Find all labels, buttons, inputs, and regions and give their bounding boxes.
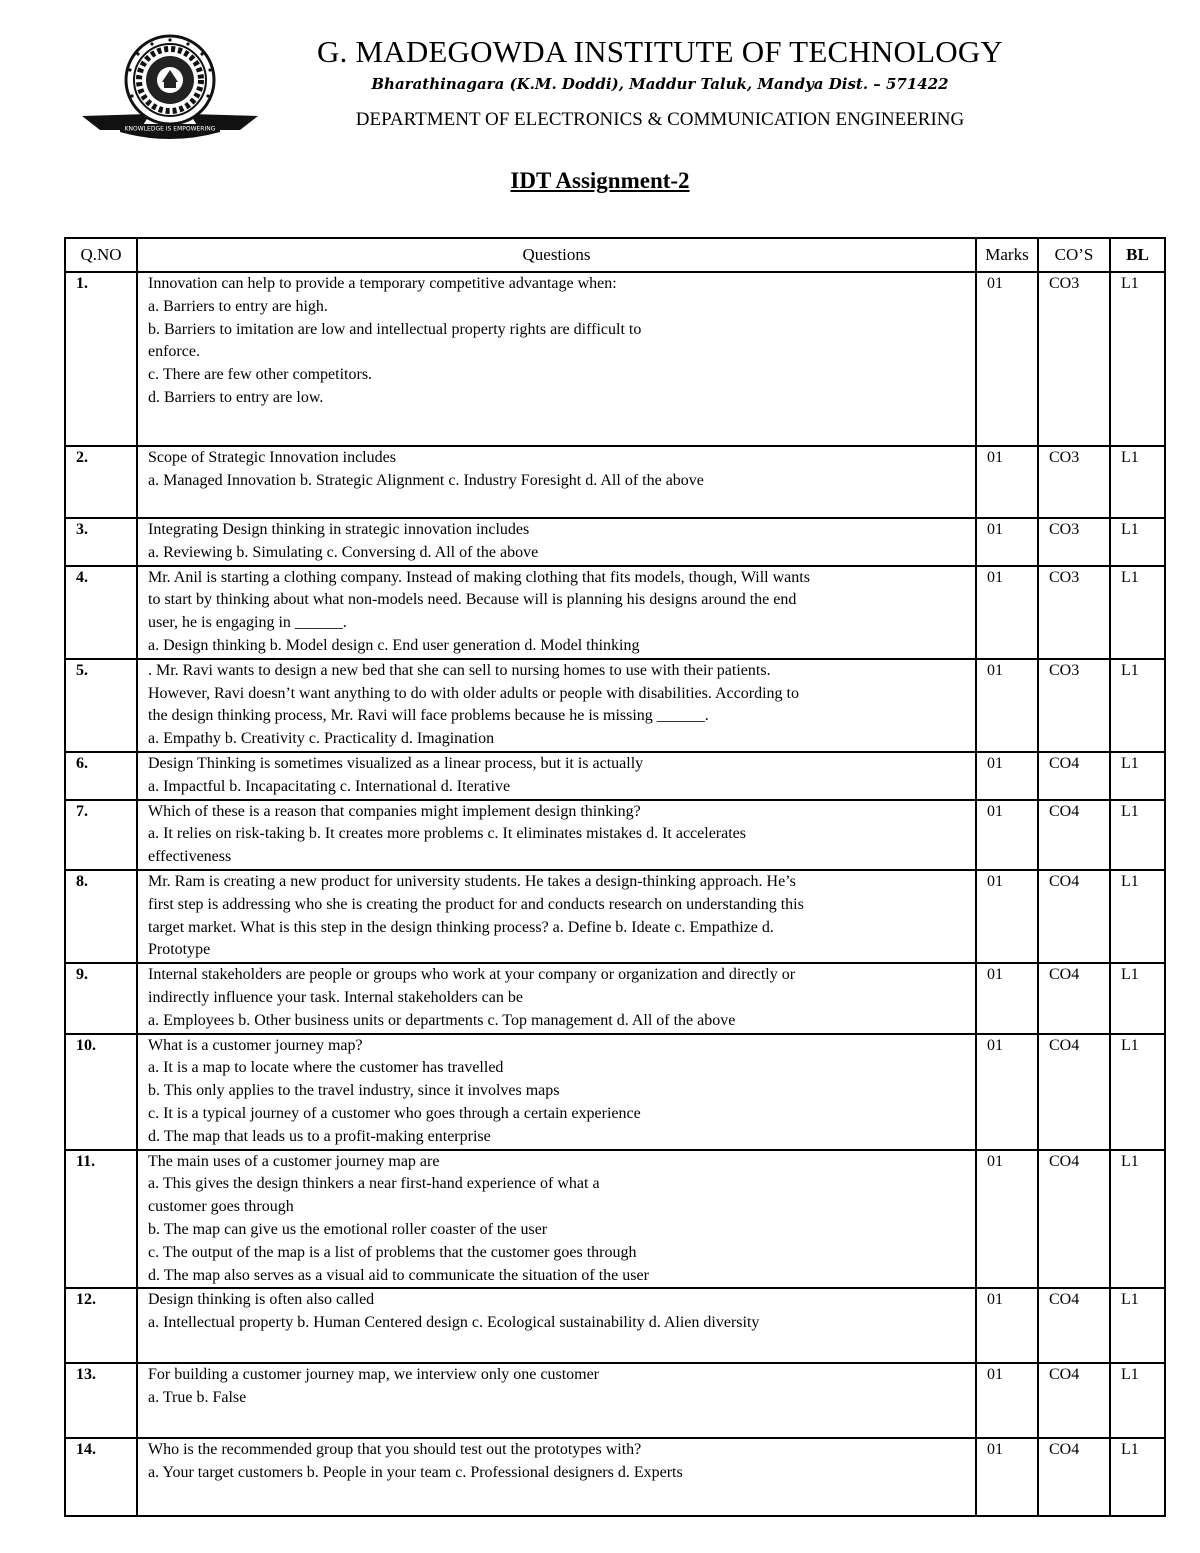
question-text [137, 518, 976, 566]
question-number: 13. [65, 1363, 137, 1438]
table-row [65, 518, 1165, 566]
course-outcome: CO4 [1038, 752, 1110, 800]
table-row [65, 752, 1165, 800]
bloom-level: L1 [1110, 752, 1165, 800]
questions-table-body [65, 272, 1165, 1516]
question-text [137, 1034, 976, 1150]
table-row [65, 800, 1165, 870]
question-line: a. This gives the design thinkers a near first-hand experience of what a [148, 1175, 600, 1193]
questions-table [64, 237, 1166, 1517]
question-line: The main uses of a customer journey map are [148, 1152, 440, 1170]
course-outcome: CO3 [1038, 518, 1110, 566]
marks-value: 01 [976, 446, 1038, 518]
table-row [65, 1363, 1165, 1438]
table-row [65, 963, 1165, 1033]
question-line: a. Employees b. Other business units or departments c. Top management d. All of the above [148, 1011, 736, 1029]
question-line: Which of these is a reason that companies might implement design thinking? [148, 802, 641, 820]
question-text [137, 566, 976, 659]
question-line: c. The output of the map is a list of problems that the customer goes through [148, 1243, 637, 1261]
table-row [65, 566, 1165, 659]
column-header-cos: CO’S [1038, 238, 1110, 272]
question-line: first step is addressing who she is creating the product for and conducts research on understanding this [148, 895, 804, 913]
question-number: 3. [65, 518, 137, 566]
question-line: d. Barriers to entry are low. [148, 388, 324, 406]
question-line: a. Reviewing b. Simulating c. Conversing d. All of the above [148, 543, 539, 561]
question-line: Prototype [148, 941, 211, 959]
question-line: b. The map can give us the emotional roller coaster of the user [148, 1220, 548, 1238]
question-text [137, 752, 976, 800]
column-header-bl: BL [1110, 238, 1165, 272]
question-line: d. The map that leads us to a profit-making enterprise [148, 1127, 491, 1145]
table-header-row [65, 238, 1165, 272]
marks-value: 01 [976, 752, 1038, 800]
institute-logo [80, 34, 260, 144]
page-header [0, 0, 1200, 170]
course-outcome: CO4 [1038, 800, 1110, 870]
table-row [65, 1288, 1165, 1363]
course-outcome: CO4 [1038, 1288, 1110, 1363]
marks-value: 01 [976, 1288, 1038, 1363]
bloom-level: L1 [1110, 272, 1165, 446]
question-line: Design thinking is often also called [148, 1291, 375, 1309]
table-row [65, 272, 1165, 446]
bloom-level: L1 [1110, 659, 1165, 752]
question-line: to start by thinking about what non-models need. Because will is planning his designs around the end [148, 591, 797, 609]
table-row [65, 446, 1165, 518]
question-line: the design thinking process, Mr. Ravi will face problems because he is missing ______. [148, 707, 709, 725]
question-line: d. The map also serves as a visual aid to communicate the situation of the user [148, 1266, 649, 1284]
table-row [65, 659, 1165, 752]
institute-address: Bharathinagara (K.M. Doddi), Maddur Taluk, Mandya Dist. – 571422 [371, 75, 949, 93]
table-row [65, 870, 1165, 963]
question-number: 4. [65, 566, 137, 659]
question-line: a. Your target customers b. People in your team c. Professional designers d. Experts [148, 1464, 683, 1482]
course-outcome: CO4 [1038, 870, 1110, 963]
bloom-level: L1 [1110, 870, 1165, 963]
question-line: However, Ravi doesn’t want anything to do with older adults or people with disabilities. According to [148, 684, 799, 702]
department-name: DEPARTMENT OF ELECTRONICS & COMMUNICATION ENGINEERING [355, 109, 965, 130]
question-line: For building a customer journey map, we interview only one customer [148, 1366, 600, 1384]
question-line: c. It is a typical journey of a customer who goes through a certain experience [148, 1104, 641, 1122]
question-text [137, 659, 976, 752]
marks-value: 01 [976, 870, 1038, 963]
question-text [137, 800, 976, 870]
question-number: 6. [65, 752, 137, 800]
question-text [137, 1288, 976, 1363]
question-line: indirectly influence your task. Internal stakeholders can be [148, 988, 523, 1006]
bloom-level: L1 [1110, 800, 1165, 870]
bloom-level: L1 [1110, 963, 1165, 1033]
institute-name: G. MADEGOWDA INSTITUTE OF TECHNOLOGY [317, 34, 1003, 69]
marks-value: 01 [976, 272, 1038, 446]
question-number: 10. [65, 1034, 137, 1150]
question-line: Scope of Strategic Innovation includes [148, 449, 396, 466]
question-number: 9. [65, 963, 137, 1033]
course-outcome: CO3 [1038, 446, 1110, 518]
question-number: 11. [65, 1150, 137, 1289]
column-header-qno: Q.NO [65, 238, 137, 272]
question-number: 1. [65, 272, 137, 446]
table-row [65, 1150, 1165, 1289]
question-line: a. True b. False [148, 1389, 247, 1407]
course-outcome: CO4 [1038, 1034, 1110, 1150]
bloom-level: L1 [1110, 446, 1165, 518]
question-line: a. Impactful b. Incapacitating c. International d. Iterative [148, 777, 511, 795]
marks-value: 01 [976, 659, 1038, 752]
bloom-level: L1 [1110, 1438, 1165, 1516]
question-line: What is a customer journey map? [148, 1036, 363, 1054]
question-line: Mr. Ram is creating a new product for university students. He takes a design-thinking approach. He’s [148, 872, 796, 890]
course-outcome: CO3 [1038, 272, 1110, 446]
course-outcome: CO4 [1038, 963, 1110, 1033]
marks-value: 01 [976, 800, 1038, 870]
question-line: Innovation can help to provide a temporary competitive advantage when: [148, 275, 617, 292]
marks-value: 01 [976, 566, 1038, 659]
question-line: a. Empathy b. Creativity c. Practicality d. Imagination [148, 730, 495, 748]
question-number: 14. [65, 1438, 137, 1516]
question-number: 7. [65, 800, 137, 870]
bloom-level: L1 [1110, 1150, 1165, 1289]
question-line: . Mr. Ravi wants to design a new bed that she can sell to nursing homes to use with their patients. [148, 661, 771, 679]
question-line: Integrating Design thinking in strategic innovation includes [148, 521, 530, 538]
table-row [65, 1034, 1165, 1150]
question-line: a. It relies on risk-taking b. It creates more problems c. It eliminates mistakes d. It accelerates [148, 825, 746, 843]
question-line: a. Managed Innovation b. Strategic Alignment c. Industry Foresight d. All of the above [148, 471, 704, 489]
question-number: 8. [65, 870, 137, 963]
column-header-marks: Marks [976, 238, 1038, 272]
question-line: b. This only applies to the travel industry, since it involves maps [148, 1082, 560, 1100]
bloom-level: L1 [1110, 1288, 1165, 1363]
table-row [65, 1438, 1165, 1516]
question-number: 12. [65, 1288, 137, 1363]
bloom-level: L1 [1110, 566, 1165, 659]
question-line: Design Thinking is sometimes visualized as a linear process, but it is actually [148, 754, 644, 772]
question-text [137, 870, 976, 963]
question-line: Mr. Anil is starting a clothing company. Instead of making clothing that fits models, though, Will wants [148, 568, 810, 586]
marks-value: 01 [976, 518, 1038, 566]
question-line: a. Design thinking b. Model design c. End user generation d. Model thinking [148, 636, 640, 654]
question-line: enforce. [148, 343, 200, 361]
question-text [137, 446, 976, 518]
marks-value: 01 [976, 963, 1038, 1033]
question-line: effectiveness [148, 848, 232, 866]
marks-value: 01 [976, 1438, 1038, 1516]
question-line: c. There are few other competitors. [148, 366, 373, 384]
svg-text:KNOWLEDGE IS EMPOWERING: KNOWLEDGE IS EMPOWERING [124, 125, 216, 133]
course-outcome: CO4 [1038, 1150, 1110, 1289]
bloom-level: L1 [1110, 1034, 1165, 1150]
document-title: IDT Assignment-2 [510, 168, 690, 193]
bloom-level: L1 [1110, 518, 1165, 566]
question-line: user, he is engaging in ______. [148, 614, 347, 632]
question-line: Internal stakeholders are people or groups who work at your company or organization and directly or [148, 966, 796, 984]
column-header-questions: Questions [137, 238, 976, 272]
question-line: Who is the recommended group that you should test out the prototypes with? [148, 1441, 642, 1459]
course-outcome: CO4 [1038, 1438, 1110, 1516]
question-text [137, 1150, 976, 1289]
question-text [137, 963, 976, 1033]
question-number: 2. [65, 446, 137, 518]
question-text [137, 1363, 976, 1438]
marks-value: 01 [976, 1034, 1038, 1150]
question-text [137, 1438, 976, 1516]
question-line: target market. What is this step in the design thinking process? a. Define b. Ideate c. Empathize d. [148, 918, 774, 936]
question-line: b. Barriers to imitation are low and intellectual property rights are difficult to [148, 320, 642, 338]
marks-value: 01 [976, 1150, 1038, 1289]
course-outcome: CO4 [1038, 1363, 1110, 1438]
course-outcome: CO3 [1038, 659, 1110, 752]
question-line: a. Barriers to entry are high. [148, 297, 328, 315]
question-line: a. It is a map to locate where the customer has travelled [148, 1059, 504, 1077]
question-number: 5. [65, 659, 137, 752]
question-text [137, 272, 976, 446]
question-line: a. Intellectual property b. Human Centered design c. Ecological sustainability d. Alien diversity [148, 1314, 760, 1332]
bloom-level: L1 [1110, 1363, 1165, 1438]
course-outcome: CO3 [1038, 566, 1110, 659]
question-line: customer goes through [148, 1198, 294, 1216]
marks-value: 01 [976, 1363, 1038, 1438]
